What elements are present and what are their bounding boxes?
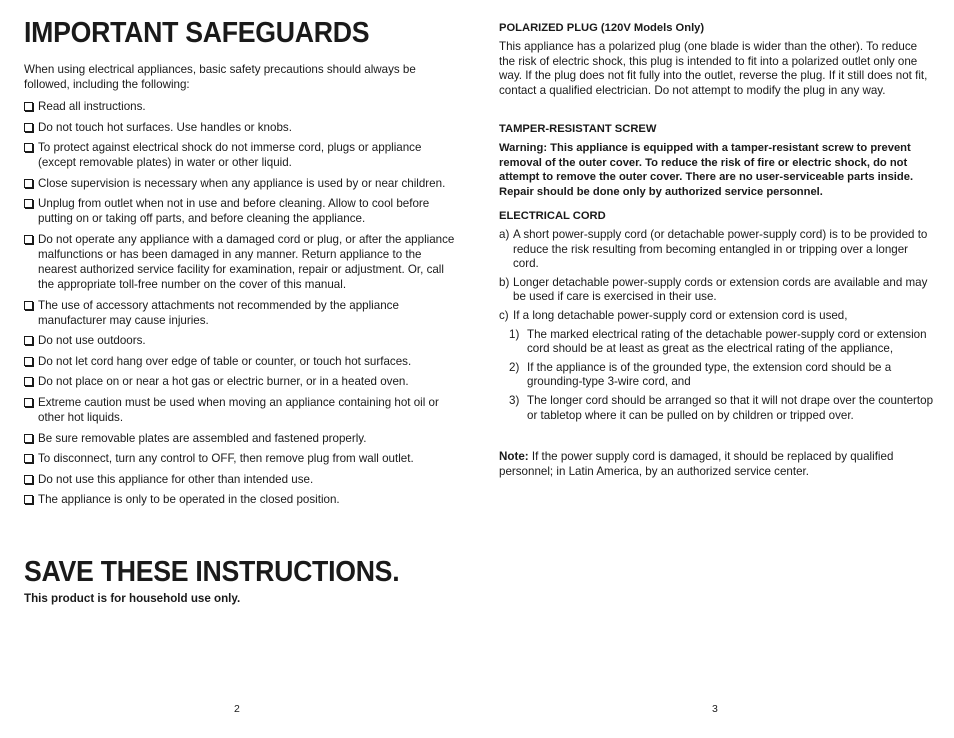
checkbox-bullet-icon <box>24 179 33 188</box>
safeguards-list <box>24 99 456 513</box>
list-item: Do not use this appliance for other than intended use. <box>24 472 456 487</box>
tamper-screw-heading: TAMPER-RESISTANT SCREW <box>499 123 657 135</box>
household-use-note: This product is for household use only. <box>24 592 241 605</box>
cord-item-a: a) A short power-supply cord (or detachable power-supply cord) is to be provided to reduce the risk resulting from becoming entangled in or tripping over a longer cord. <box>499 228 928 271</box>
page-number: 2 <box>234 703 240 715</box>
list-item: Do not operate any appliance with a damaged cord or plug, or after the appliance malfunctions or has been damaged in any manner. Return appliance to the nearest authorized service facility for examination, repair or adjustment. Or, call the appropriate toll-free number on the cover of this manual. <box>24 232 456 292</box>
list-item: The appliance is only to be operated in the closed position. <box>24 492 456 507</box>
checkbox-bullet-icon <box>24 377 33 386</box>
list-item: Do not let cord hang over edge of table or counter, or touch hot surfaces. <box>24 354 456 369</box>
save-instructions-title: SAVE THESE INSTRUCTIONS. <box>24 556 400 588</box>
cord-subitem: 3) The longer cord should be arranged so that it will not drape over the countertop or tabletop where it can be pulled on by children or tripped over. <box>509 393 934 422</box>
checkbox-bullet-icon <box>24 475 33 484</box>
checkbox-bullet-icon <box>24 235 33 244</box>
note-text: If the power supply cord is damaged, it should be replaced by qualified personnel; in Latin America, by an authorized service center. <box>499 450 894 478</box>
cord-item-b: b) Longer detachable power-supply cords or extension cords are available and may be used if care is exercised in their use. <box>499 275 928 304</box>
list-item: Extreme caution must be used when moving an appliance containing hot oil or other hot liquids. <box>24 395 456 425</box>
tamper-screw-section <box>499 122 935 199</box>
polarized-plug-heading: POLARIZED PLUG (120V Models Only) <box>499 22 705 34</box>
tamper-screw-warning: Warning: This appliance is equipped with a tamper-resistant screw to prevent removal of the outer cover. To reduce the risk of fire or electric shock, do not attempt to remove the outer cover. There are no user-serviceable parts inside. Repair should be done only by authorized service personnel. <box>499 142 914 198</box>
checkbox-bullet-icon <box>24 434 33 443</box>
left-page <box>24 0 456 738</box>
electrical-cord-section <box>499 209 935 427</box>
polarized-plug-text: This appliance has a polarized plug (one blade is wider than the other). To reduce the risk of electric shock, this plug is intended to fit into a polarized outlet only one way. If the plug does not fit fully into the outlet, reverse the plug. If it still does not fit, contact a qualified electrician. Do not attempt to modify the plug in any way. <box>499 40 928 97</box>
checkbox-bullet-icon <box>24 199 33 208</box>
list-item: Close supervision is necessary when any appliance is used by or near children. <box>24 176 456 191</box>
list-item: The use of accessory attachments not recommended by the appliance manufacturer may cause injuries. <box>24 298 456 328</box>
list-item: Be sure removable plates are assembled and fastened properly. <box>24 431 456 446</box>
checkbox-bullet-icon <box>24 454 33 463</box>
cord-note <box>499 450 935 479</box>
list-item: To disconnect, turn any control to OFF, then remove plug from wall outlet. <box>24 451 456 466</box>
cord-item-c: c) If a long detachable power-supply cord or extension cord is used, <box>499 308 848 322</box>
checkbox-bullet-icon <box>24 143 33 152</box>
cord-subitem: 2) If the appliance is of the grounded type, the extension cord should be a grounding-type 3-wire cord, and <box>509 360 892 389</box>
list-item: Read all instructions. <box>24 99 456 114</box>
note-label: Note: <box>499 450 529 463</box>
checkbox-bullet-icon <box>24 301 33 310</box>
checkbox-bullet-icon <box>24 357 33 366</box>
list-item: Unplug from outlet when not in use and before cleaning. Allow to cool before putting on or taking off parts, and before cleaning the appliance. <box>24 196 456 226</box>
electrical-cord-heading: ELECTRICAL CORD <box>499 210 606 222</box>
checkbox-bullet-icon <box>24 398 33 407</box>
list-item: Do not use outdoors. <box>24 333 456 348</box>
checkbox-bullet-icon <box>24 495 33 504</box>
intro-text: When using electrical appliances, basic safety precautions should always be followed, including the following: <box>24 63 416 91</box>
right-page <box>499 0 935 738</box>
checkbox-bullet-icon <box>24 123 33 132</box>
checkbox-bullet-icon <box>24 336 33 345</box>
list-item: Do not place on or near a hot gas or electric burner, or in a heated oven. <box>24 374 456 389</box>
cord-subitem: 1) The marked electrical rating of the detachable power-supply cord or extension cord should be at least as great as the electrical rating of the appliance, <box>509 327 927 356</box>
list-item: To protect against electrical shock do not immerse cord, plugs or appliance (except removable plates) in water or other liquid. <box>24 140 456 170</box>
page-number: 3 <box>712 703 718 715</box>
safeguards-title: IMPORTANT SAFEGUARDS <box>24 17 370 49</box>
polarized-plug-section <box>499 21 935 98</box>
list-item: Do not touch hot surfaces. Use handles or knobs. <box>24 120 456 135</box>
checkbox-bullet-icon <box>24 102 33 111</box>
